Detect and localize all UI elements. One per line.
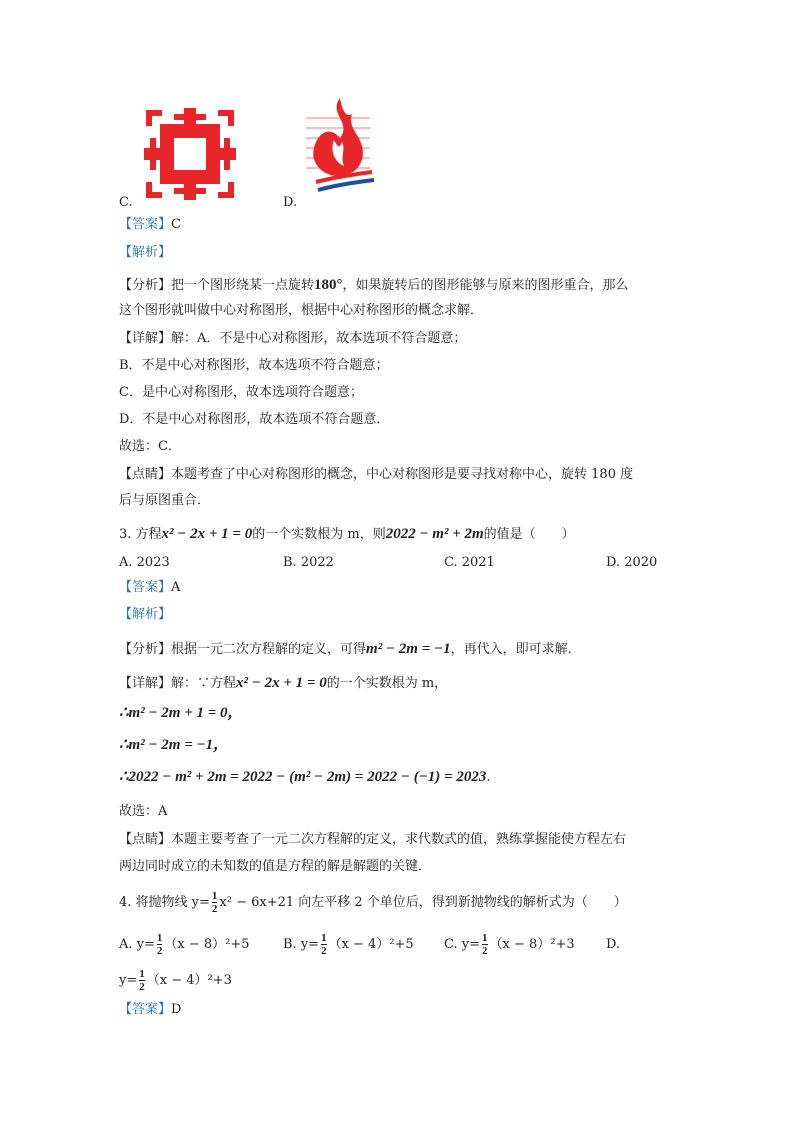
figure-d-label: D. [283, 195, 298, 210]
answer-tag: 【答案】 [119, 217, 172, 232]
dianjing-text: 本题考查了中心对称图形的概念，中心对称图形是要寻找对称中心，旋转 180 度 [171, 467, 634, 482]
figure-c-emblem [140, 104, 240, 204]
q3-step1: ∴m² − 2m + 1 = 0， [119, 705, 243, 721]
q3-step2: ∴m² − 2m = −1， [119, 737, 229, 753]
answer-tag: 【答案】 [119, 1002, 172, 1017]
figure-d-emblem [300, 96, 378, 196]
q4-stem [119, 890, 627, 915]
fraction: $\frac{1}{2}$ [211, 890, 218, 915]
fenxi-tag: 【分析】 [119, 278, 172, 293]
q4-option-d: y= $\frac{1}{2}$ （x − 4）²+3 [119, 968, 232, 993]
q2-analysis-heading [119, 244, 171, 262]
equation-chain: ∴2022 − m² + 2m = 2022 − (m² − 2m) = 2022 − (−1) = 2023 [119, 769, 487, 785]
q4-answer [119, 1001, 181, 1019]
dianjing-tag: 【点睛】 [119, 832, 172, 847]
q2-fenxi-line1 [119, 276, 629, 295]
xiangjie-text: 解：A．不是中心对称图形，故本选项不符合题意； [171, 331, 467, 346]
fenxi-tag: 【分析】 [119, 642, 172, 657]
q3-choose: 故选：A [119, 804, 168, 819]
xiangjie-tag: 【详解】 [119, 676, 172, 691]
period: . [486, 770, 491, 785]
degree-expr: 180° [314, 277, 343, 293]
analysis-tag: 【解析】 [119, 607, 172, 622]
answer-value: D [171, 1002, 182, 1017]
q3-stem [119, 525, 575, 544]
q3-fenxi [119, 640, 581, 659]
q3-dianjing-line1 [119, 831, 626, 849]
stem-text: 的一个实数根为 m，则 [252, 527, 386, 542]
stem-text: 的值是（ ） [483, 527, 575, 542]
q3-option-b: B. 2022 [283, 555, 334, 570]
dianjing-text: 本题主要考查了一元二次方程解的定义，求代数式的值，熟练掌握能使方程左右 [171, 832, 627, 847]
xiangjie-text: 解：∵方程 [171, 676, 237, 691]
fenxi-text: ，如果旋转后的图形能够与原来的图形重合，那么 [342, 278, 629, 293]
figure-c-label: C. [119, 195, 133, 210]
q3-option-a: A. 2023 [119, 555, 170, 570]
q2-choose: 故选：C． [119, 439, 181, 454]
fenxi-text: 根据一元二次方程解的定义，可得 [171, 642, 367, 657]
stem-text: 3. 方程 [119, 527, 162, 542]
q3-xiangjie [119, 674, 447, 693]
stem-text: 4. 将抛物线 y= [119, 895, 210, 910]
fenxi-text: 把一个图形绕某一点旋转 [171, 278, 315, 293]
expression: 2022 − m² + 2m [385, 526, 484, 542]
answer-value: C [171, 217, 181, 232]
analysis-tag: 【解析】 [119, 245, 172, 260]
q2-dianjing-line2: 后与原图重合． [119, 493, 211, 508]
q3-option-c: C. 2021 [444, 555, 495, 570]
xiangjie-text: 的一个实数根为 m， [326, 676, 448, 691]
q4-option-a: A. y= $\frac{1}{2}$ （x − 8）²+5 [119, 932, 250, 957]
q3-analysis-heading [119, 606, 171, 624]
q3-step3 [119, 768, 490, 787]
q4-option-d-label: D. [606, 937, 621, 952]
fenxi-text: ，再代入，即可求解． [450, 642, 581, 657]
q4-option-b: B. y= $\frac{1}{2}$ （x − 4）²+5 [283, 932, 414, 957]
equation: m² − 2m = −1 [366, 641, 451, 657]
answer-value: A [171, 580, 181, 595]
q3-answer [119, 579, 180, 597]
q2-xiangjie-a [119, 330, 466, 348]
q4-option-c: C. y= $\frac{1}{2}$ （x − 8）²+3 [444, 932, 575, 957]
dianjing-tag: 【点睛】 [119, 467, 172, 482]
equation: x² − 2x + 1 = 0 [161, 526, 253, 542]
q2-answer [119, 216, 181, 234]
q2-line-c: C．是中心对称图形，故本选项符合题意； [119, 385, 363, 400]
q3-dianjing-line2: 两边同时成立的未知数的值是方程的解是解题的关键． [119, 859, 432, 874]
xiangjie-tag: 【详解】 [119, 331, 172, 346]
q2-fenxi-line2: 这个图形就叫做中心对称图形，根据中心对称图形的概念求解． [119, 303, 484, 318]
q2-dianjing-line1 [119, 466, 633, 484]
answer-tag: 【答案】 [119, 580, 172, 595]
stem-text: x² − 6x+21 向左平移 2 个单位后，得到新抛物线的解析式为（ ） [219, 895, 627, 910]
equation: x² − 2x + 1 = 0 [236, 675, 327, 691]
q2-line-d: D．不是中心对称图形，故本选项不符合题意． [119, 412, 390, 427]
q3-option-d: D. 2020 [606, 555, 658, 570]
q2-line-b: B．不是中心对称图形，故本选项不符合题意； [119, 358, 389, 373]
